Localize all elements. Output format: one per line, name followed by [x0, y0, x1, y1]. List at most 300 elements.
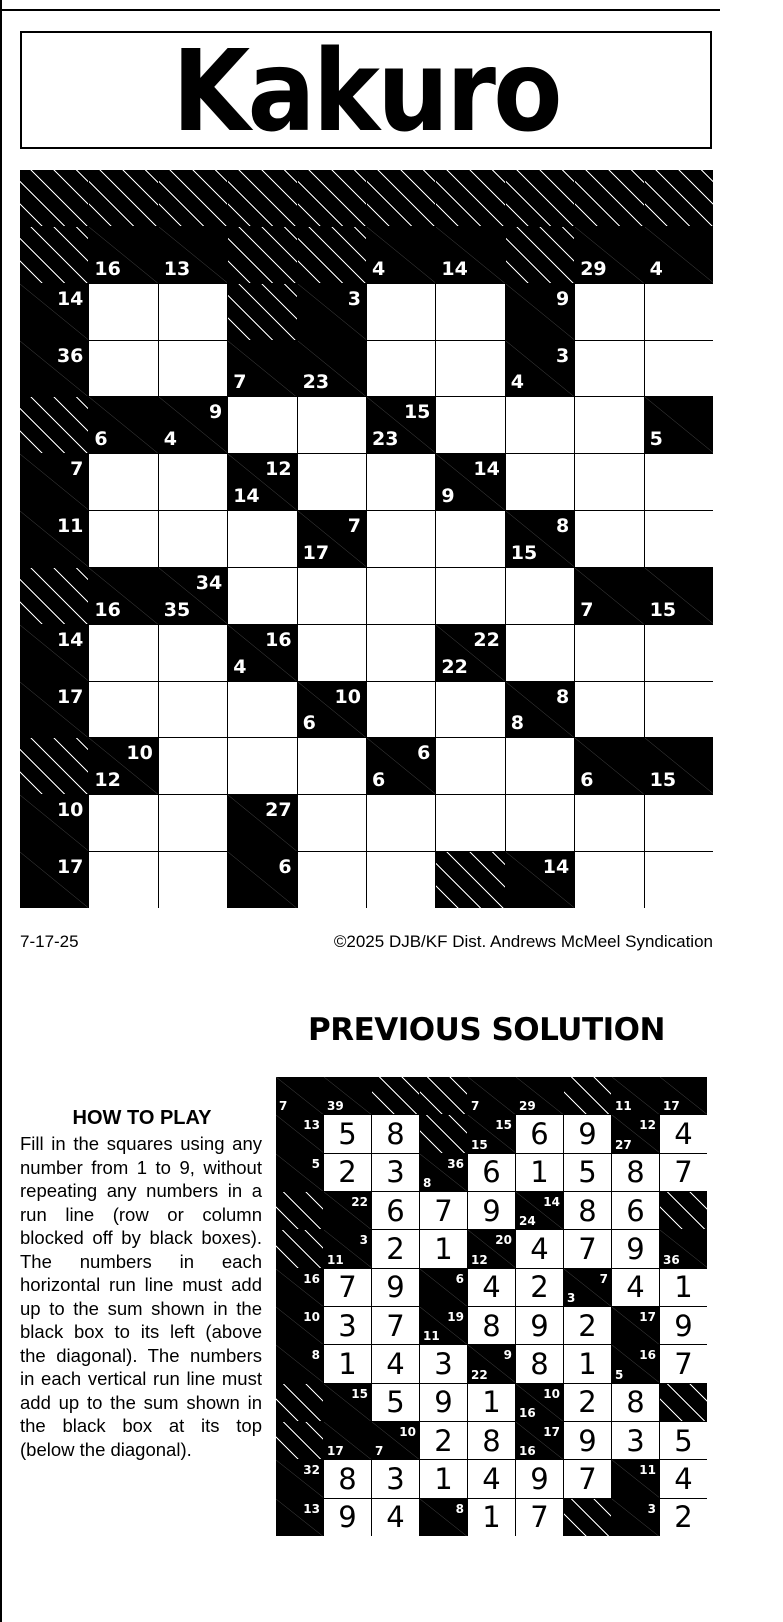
- clue-cell: [575, 568, 643, 624]
- down-clue: 24: [519, 1214, 536, 1229]
- answer-cell[interactable]: [159, 625, 227, 681]
- answer-cell[interactable]: [645, 284, 713, 340]
- solution-cell: [324, 1499, 371, 1536]
- clue-cell: [276, 1115, 323, 1152]
- solution-cell: [612, 1269, 659, 1306]
- clue-cell: [516, 1384, 563, 1421]
- solution-cell: [468, 1269, 515, 1306]
- solution-cell: [372, 1460, 419, 1497]
- black-cell: [420, 1115, 467, 1152]
- across-clue: 3: [555, 344, 570, 367]
- solution-cell: [516, 1154, 563, 1191]
- across-clue: 14: [56, 287, 84, 310]
- answer-cell[interactable]: [506, 568, 574, 624]
- down-clue: 3: [567, 1290, 576, 1305]
- answer-cell[interactable]: [298, 738, 366, 794]
- solution-digit: 9: [386, 1270, 405, 1305]
- clue-cell: [276, 1345, 323, 1382]
- down-clue: 11: [423, 1329, 440, 1344]
- across-clue: 22: [351, 1194, 368, 1209]
- clue-cell: [228, 852, 296, 908]
- across-clue: 10: [126, 742, 153, 765]
- clue-cell: [660, 1230, 707, 1267]
- clue-cell: [324, 1192, 371, 1229]
- down-clue: 39: [327, 1099, 344, 1114]
- black-cell: [276, 1230, 323, 1267]
- clue-cell: [436, 454, 504, 510]
- answer-cell[interactable]: [645, 682, 713, 738]
- down-clue: 14: [441, 257, 468, 280]
- across-clue: 8: [555, 685, 570, 708]
- answer-cell[interactable]: [506, 454, 574, 510]
- answer-cell[interactable]: [575, 511, 643, 567]
- kakuro-puzzle-grid: [20, 170, 713, 908]
- solution-digit: 5: [578, 1155, 597, 1190]
- solution-cell: [564, 1345, 611, 1382]
- solution-cell: [516, 1345, 563, 1382]
- clue-cell: [468, 1345, 515, 1382]
- black-cell: [276, 1192, 323, 1229]
- answer-cell[interactable]: [298, 795, 366, 851]
- answer-cell[interactable]: [645, 795, 713, 851]
- down-clue: 35: [163, 598, 191, 621]
- solution-digit: 4: [386, 1500, 405, 1535]
- solution-digit: 8: [338, 1461, 357, 1496]
- black-cell: [298, 227, 366, 283]
- across-clue: 7: [347, 515, 361, 538]
- solution-digit: 2: [386, 1231, 405, 1266]
- clue-cell: [228, 341, 296, 397]
- across-clue: 15: [351, 1386, 368, 1401]
- answer-cell[interactable]: [367, 284, 435, 340]
- answer-cell[interactable]: [89, 682, 157, 738]
- solution-cell: [468, 1192, 515, 1229]
- solution-digit: 1: [482, 1500, 501, 1535]
- answer-cell[interactable]: [159, 341, 227, 397]
- down-clue: 22: [441, 655, 468, 678]
- clue-cell: [420, 1307, 467, 1344]
- solution-digit: 5: [674, 1423, 693, 1458]
- solution-cell: [468, 1460, 515, 1497]
- across-clue: 27: [265, 799, 292, 822]
- clue-cell: [20, 682, 88, 738]
- answer-cell[interactable]: [575, 341, 643, 397]
- clue-cell: [276, 1460, 323, 1497]
- solution-digit: 8: [626, 1155, 645, 1190]
- across-clue: 10: [399, 1424, 416, 1439]
- solution-digit: 4: [674, 1461, 693, 1496]
- across-clue: 11: [639, 1463, 656, 1478]
- clue-cell: [564, 1269, 611, 1306]
- down-clue: 15: [649, 769, 677, 792]
- copyright-credit: ©2025 DJB/KF Dist. Andrews McMeel Syndication: [333, 932, 713, 951]
- clue-cell: [420, 1154, 467, 1191]
- solution-cell: [564, 1422, 611, 1459]
- answer-cell[interactable]: [367, 795, 435, 851]
- answer-cell[interactable]: [89, 852, 157, 908]
- clue-cell: [20, 795, 88, 851]
- solution-digit: 9: [626, 1231, 645, 1266]
- clue-cell: [159, 227, 227, 283]
- down-clue: 23: [372, 428, 399, 451]
- solution-cell: [660, 1499, 707, 1536]
- clue-cell: [324, 1230, 371, 1267]
- how-to-play-text: Fill in the squares using any number from 1 to 9, without repeating any numbers in a run line (row or column blocked off by black boxes). The numbers in each horizontal run line must add up to the sum shown in the black box to its left (above the diagonal). The numbers in each vertical run line must add up to the sum shown in the black box at its top (below the diagonal).: [20, 1133, 262, 1460]
- down-clue: 7: [375, 1444, 384, 1459]
- black-cell: [506, 170, 574, 226]
- clue-cell: [324, 1077, 371, 1114]
- answer-cell[interactable]: [159, 284, 227, 340]
- answer-cell[interactable]: [298, 625, 366, 681]
- solution-cell: [612, 1230, 659, 1267]
- clue-cell: [468, 1077, 515, 1114]
- answer-cell[interactable]: [645, 852, 713, 908]
- down-clue: 7: [279, 1099, 288, 1114]
- answer-cell[interactable]: [228, 397, 296, 453]
- answer-cell[interactable]: [575, 682, 643, 738]
- black-cell: [20, 170, 88, 226]
- down-clue: 6: [302, 712, 316, 735]
- answer-cell[interactable]: [367, 454, 435, 510]
- answer-cell[interactable]: [645, 625, 713, 681]
- solution-cell: [516, 1115, 563, 1152]
- down-clue: 11: [327, 1252, 344, 1267]
- solution-cell: [660, 1269, 707, 1306]
- solution-cell: [564, 1154, 611, 1191]
- solution-cell: [564, 1230, 611, 1267]
- clue-cell: [612, 1499, 659, 1536]
- solution-digit: 7: [530, 1500, 549, 1535]
- across-clue: 7: [599, 1271, 608, 1286]
- down-clue: 5: [649, 428, 663, 451]
- down-clue: 17: [663, 1099, 680, 1114]
- answer-cell[interactable]: [436, 738, 504, 794]
- down-clue: 15: [510, 541, 538, 564]
- clue-cell: [506, 852, 574, 908]
- clue-cell: [20, 511, 88, 567]
- black-cell: [660, 1192, 707, 1229]
- answer-cell[interactable]: [436, 284, 504, 340]
- answer-cell[interactable]: [367, 341, 435, 397]
- across-clue: 16: [639, 1348, 656, 1363]
- answer-cell[interactable]: [436, 568, 504, 624]
- solution-digit: 4: [482, 1461, 501, 1496]
- solution-digit: 6: [626, 1193, 645, 1228]
- black-cell: [159, 170, 227, 226]
- answer-cell[interactable]: [159, 454, 227, 510]
- clue-cell: [660, 1077, 707, 1114]
- previous-solution-title: PREVIOUS SOLUTION: [308, 1012, 665, 1048]
- down-clue: 16: [519, 1405, 536, 1420]
- solution-digit: 2: [434, 1423, 453, 1458]
- solution-cell: [420, 1345, 467, 1382]
- solution-cell: [324, 1307, 371, 1344]
- solution-digit: 2: [674, 1500, 693, 1535]
- answer-cell[interactable]: [298, 568, 366, 624]
- solution-digit: 3: [338, 1308, 357, 1343]
- solution-cell: [660, 1460, 707, 1497]
- across-clue: 12: [639, 1118, 656, 1133]
- solution-cell: [660, 1115, 707, 1152]
- across-clue: 19: [447, 1309, 464, 1324]
- answer-cell[interactable]: [506, 795, 574, 851]
- solution-cell: [660, 1422, 707, 1459]
- answer-cell[interactable]: [298, 454, 366, 510]
- solution-digit: 2: [530, 1270, 549, 1305]
- answer-cell[interactable]: [436, 682, 504, 738]
- clue-cell: [367, 738, 435, 794]
- solution-cell: [372, 1115, 419, 1152]
- down-clue: 27: [615, 1137, 632, 1152]
- clue-cell: [89, 397, 157, 453]
- solution-digit: 9: [482, 1193, 501, 1228]
- solution-digit: 5: [386, 1385, 405, 1420]
- answer-cell[interactable]: [367, 511, 435, 567]
- black-cell: [367, 170, 435, 226]
- down-clue: 4: [372, 257, 386, 280]
- solution-cell: [324, 1154, 371, 1191]
- across-clue: 34: [195, 571, 223, 594]
- clue-cell: [575, 738, 643, 794]
- solution-cell: [420, 1192, 467, 1229]
- solution-cell: [468, 1384, 515, 1421]
- solution-digit: 1: [674, 1270, 693, 1305]
- across-clue: 10: [543, 1386, 560, 1401]
- down-clue: 14: [233, 485, 260, 508]
- solution-digit: 8: [482, 1308, 501, 1343]
- answer-cell[interactable]: [575, 454, 643, 510]
- answer-cell[interactable]: [436, 397, 504, 453]
- solution-digit: 4: [626, 1270, 645, 1305]
- across-clue: 22: [473, 628, 500, 651]
- answer-cell[interactable]: [159, 738, 227, 794]
- answer-cell[interactable]: [298, 852, 366, 908]
- solution-cell: [372, 1384, 419, 1421]
- answer-cell[interactable]: [89, 284, 157, 340]
- solution-digit: 8: [386, 1116, 405, 1151]
- top-rule: [0, 9, 720, 11]
- solution-cell: [564, 1384, 611, 1421]
- solution-digit: 1: [482, 1385, 501, 1420]
- down-clue: 5: [615, 1367, 624, 1382]
- clue-cell: [298, 284, 366, 340]
- solution-cell: [324, 1345, 371, 1382]
- solution-digit: 4: [674, 1116, 693, 1151]
- solution-cell: [468, 1154, 515, 1191]
- black-cell: [372, 1077, 419, 1114]
- answer-cell[interactable]: [159, 795, 227, 851]
- answer-cell[interactable]: [506, 625, 574, 681]
- black-cell: [420, 1077, 467, 1114]
- solution-cell: [516, 1307, 563, 1344]
- down-clue: 23: [302, 371, 330, 394]
- answer-cell[interactable]: [575, 625, 643, 681]
- answer-cell[interactable]: [228, 682, 296, 738]
- solution-digit: 1: [530, 1155, 549, 1190]
- solution-digit: 9: [434, 1385, 453, 1420]
- answer-cell[interactable]: [367, 852, 435, 908]
- black-cell: [20, 738, 88, 794]
- answer-cell[interactable]: [89, 454, 157, 510]
- answer-cell[interactable]: [575, 795, 643, 851]
- solution-digit: 6: [530, 1116, 549, 1151]
- across-clue: 10: [303, 1309, 320, 1324]
- clue-cell: [276, 1307, 323, 1344]
- answer-cell[interactable]: [228, 738, 296, 794]
- clue-cell: [89, 738, 157, 794]
- across-clue: 36: [56, 344, 84, 367]
- answer-cell[interactable]: [89, 625, 157, 681]
- down-clue: 9: [441, 485, 455, 508]
- clue-cell: [20, 284, 88, 340]
- solution-cell: [324, 1269, 371, 1306]
- clue-cell: [612, 1307, 659, 1344]
- solution-digit: 1: [434, 1461, 453, 1496]
- solution-digit: 4: [386, 1346, 405, 1381]
- answer-cell[interactable]: [575, 397, 643, 453]
- down-clue: 29: [580, 257, 607, 280]
- solution-cell: [612, 1154, 659, 1191]
- answer-cell[interactable]: [159, 682, 227, 738]
- left-border: [0, 0, 2, 1622]
- down-clue: 6: [580, 769, 594, 792]
- clue-cell: [516, 1077, 563, 1114]
- solution-digit: 9: [530, 1308, 549, 1343]
- clue-cell: [228, 795, 296, 851]
- answer-cell[interactable]: [159, 511, 227, 567]
- answer-cell[interactable]: [645, 341, 713, 397]
- across-clue: 8: [555, 515, 570, 538]
- black-cell: [436, 170, 504, 226]
- black-cell: [228, 227, 296, 283]
- answer-cell[interactable]: [298, 397, 366, 453]
- across-clue: 17: [639, 1309, 656, 1324]
- across-clue: 5: [311, 1156, 320, 1171]
- solution-cell: [420, 1460, 467, 1497]
- answer-cell[interactable]: [436, 795, 504, 851]
- clue-cell: [298, 682, 366, 738]
- clue-cell: [89, 227, 157, 283]
- puzzle-date: 7-17-25: [20, 932, 79, 951]
- solution-cell: [420, 1384, 467, 1421]
- clue-cell: [436, 625, 504, 681]
- black-cell: [506, 227, 574, 283]
- solution-digit: 4: [530, 1231, 549, 1266]
- solution-cell: [372, 1154, 419, 1191]
- solution-cell: [516, 1269, 563, 1306]
- black-cell: [20, 227, 88, 283]
- black-cell: [660, 1384, 707, 1421]
- clue-cell: [20, 341, 88, 397]
- across-clue: 14: [56, 628, 84, 651]
- answer-cell[interactable]: [575, 284, 643, 340]
- solution-cell: [564, 1307, 611, 1344]
- answer-cell[interactable]: [89, 341, 157, 397]
- solution-cell: [516, 1499, 563, 1536]
- how-to-play-title: HOW TO PLAY: [72, 1107, 212, 1129]
- across-clue: 16: [265, 628, 292, 651]
- answer-cell[interactable]: [506, 738, 574, 794]
- title-box: [20, 27, 712, 157]
- clue-cell: [645, 227, 713, 283]
- clue-cell: [159, 397, 227, 453]
- answer-cell[interactable]: [506, 397, 574, 453]
- answer-cell[interactable]: [367, 568, 435, 624]
- down-clue: 6: [94, 428, 108, 451]
- solution-cell: [372, 1269, 419, 1306]
- across-clue: 7: [70, 458, 84, 481]
- across-clue: 20: [495, 1233, 512, 1248]
- solution-digit: 7: [434, 1193, 453, 1228]
- solution-digit: 2: [578, 1385, 597, 1420]
- across-clue: 10: [56, 799, 84, 822]
- across-clue: 6: [417, 742, 431, 765]
- black-cell: [645, 170, 713, 226]
- down-clue: 8: [423, 1175, 432, 1190]
- across-clue: 8: [311, 1348, 320, 1363]
- clue-cell: [367, 227, 435, 283]
- clue-cell: [298, 341, 366, 397]
- answer-cell[interactable]: [228, 568, 296, 624]
- black-cell: [228, 284, 296, 340]
- across-clue: 17: [56, 685, 84, 708]
- black-cell: [564, 1077, 611, 1114]
- clue-cell: [276, 1269, 323, 1306]
- answer-cell[interactable]: [89, 511, 157, 567]
- clue-cell: [89, 568, 157, 624]
- clue-cell: [276, 1077, 323, 1114]
- across-clue: 10: [334, 685, 361, 708]
- across-clue: 36: [447, 1156, 464, 1171]
- clue-cell: [420, 1269, 467, 1306]
- answer-cell[interactable]: [367, 625, 435, 681]
- across-clue: 32: [303, 1463, 320, 1478]
- clue-cell: [276, 1154, 323, 1191]
- solution-digit: 7: [674, 1155, 693, 1190]
- black-cell: [89, 170, 157, 226]
- down-clue: 7: [233, 371, 247, 394]
- down-clue: 6: [372, 769, 386, 792]
- answer-cell[interactable]: [575, 852, 643, 908]
- across-clue: 6: [278, 856, 292, 879]
- answer-cell[interactable]: [159, 852, 227, 908]
- answer-cell[interactable]: [436, 341, 504, 397]
- black-cell: [298, 170, 366, 226]
- solution-cell: [420, 1422, 467, 1459]
- previous-solution-grid: [276, 1077, 707, 1536]
- answer-cell[interactable]: [645, 454, 713, 510]
- answer-cell[interactable]: [228, 511, 296, 567]
- solution-cell: [660, 1154, 707, 1191]
- down-clue: 17: [302, 541, 330, 564]
- answer-cell[interactable]: [89, 795, 157, 851]
- solution-digit: 8: [578, 1193, 597, 1228]
- down-clue: 15: [471, 1137, 488, 1152]
- answer-cell[interactable]: [645, 511, 713, 567]
- solution-digit: 1: [434, 1231, 453, 1266]
- solution-cell: [324, 1460, 371, 1497]
- clue-cell: [506, 511, 574, 567]
- clue-cell: [436, 227, 504, 283]
- clue-cell: [228, 454, 296, 510]
- solution-cell: [564, 1115, 611, 1152]
- solution-digit: 3: [626, 1423, 645, 1458]
- clue-cell: [372, 1422, 419, 1459]
- solution-cell: [372, 1307, 419, 1344]
- answer-cell[interactable]: [367, 682, 435, 738]
- black-cell: [20, 397, 88, 453]
- answer-cell[interactable]: [436, 511, 504, 567]
